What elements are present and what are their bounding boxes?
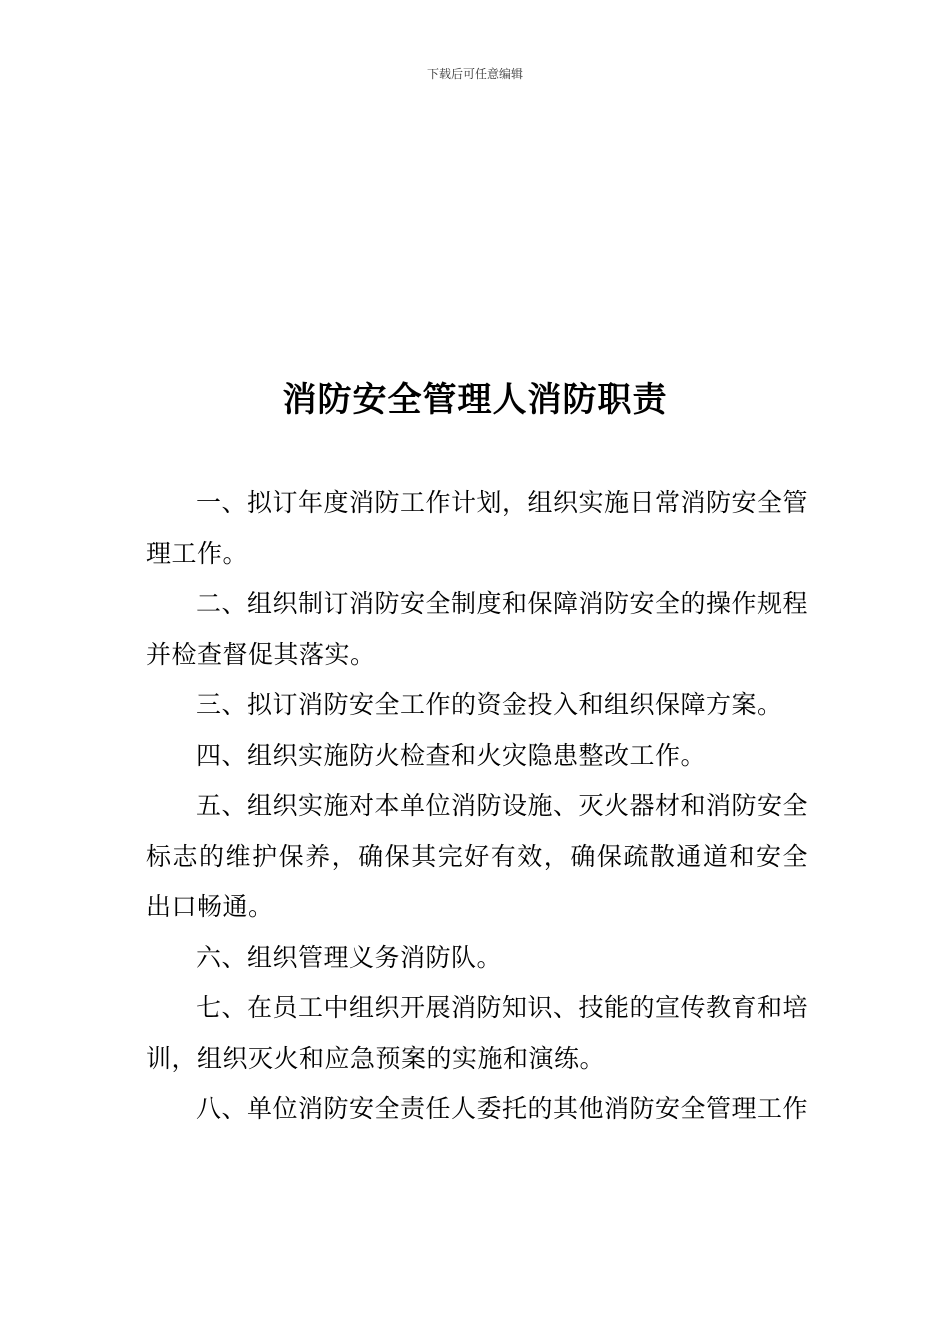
paragraph-4: 四、组织实施防火检查和火灾隐患整改工作。 — [196, 740, 707, 770]
paragraph-6: 六、组织管理义务消防队。 — [196, 942, 503, 972]
document-title: 消防安全管理人消防职责 — [282, 380, 668, 420]
paragraph-2: 二、组织制订消防安全制度和保障消防安全的操作规程并检查督促其落实。 — [146, 589, 809, 669]
paragraph-8: 八、单位消防安全责任人委托的其他消防安全管理工作 — [196, 1094, 809, 1123]
paragraph-5: 五、组织实施对本单位消防设施、灭火器材和消防安全标志的维护保养，确保其完好有效，确保疏散通道和安全出口畅通。 — [146, 791, 809, 921]
paragraph-1: 一、拟订年度消防工作计划，组织实施日常消防安全管理工作。 — [146, 488, 809, 568]
paragraph-3: 三、拟订消防安全工作的资金投入和组织保障方案。 — [196, 690, 783, 719]
document-body — [146, 478, 808, 1135]
paragraph-7: 七、在员工中组织开展消防知识、技能的宣传教育和培训，组织灭火和应急预案的实施和演练。 — [146, 993, 809, 1073]
header-note: 下载后可任意编辑 — [426, 67, 523, 81]
